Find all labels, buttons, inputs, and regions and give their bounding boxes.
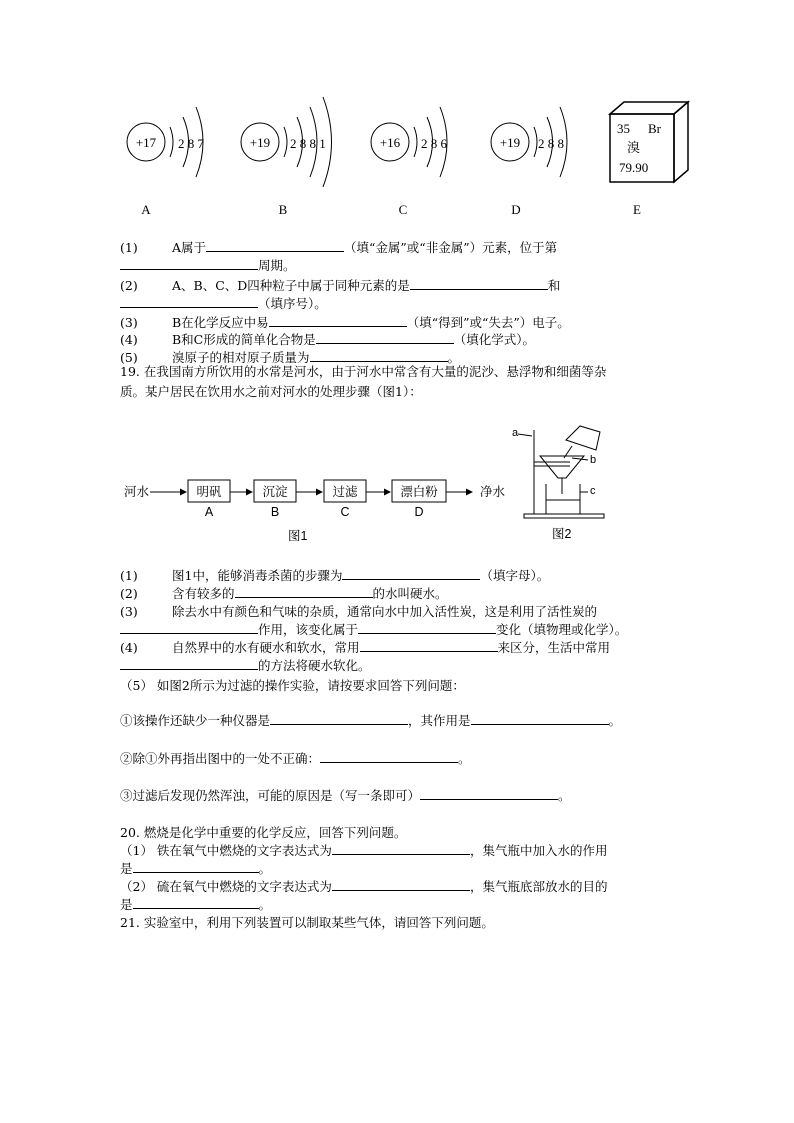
q18-1-text-a: A属于 — [172, 240, 207, 255]
q19-sub3 — [120, 786, 571, 804]
q20-intro-text: 20. 燃烧是化学中重要的化学反应，回答下列问题。 — [120, 825, 407, 840]
q19-sub2-text-a: ②除①外再指出图中的一处不正确： — [120, 751, 321, 766]
q19-line2 — [120, 584, 448, 602]
answer-blank[interactable] — [332, 878, 470, 891]
figure-1-caption: 图1 — [288, 529, 308, 543]
atom-d-nucleus: +19 — [499, 135, 521, 150]
q19-sub1-text-a: ①该操作还缺少一种仪器是 — [120, 713, 271, 728]
q20-1-text-c: 是 — [120, 861, 133, 876]
q18-2-text-c: （填序号）。 — [258, 296, 327, 311]
element-card-label: E — [633, 202, 641, 217]
answer-blank[interactable] — [316, 331, 454, 344]
q20-1-text-d: 。 — [258, 861, 272, 876]
q18-line2-cont — [120, 294, 327, 312]
q19-sub3-text-a: ③过滤后发现仍然浑浊，可能的原因是（写一条即可） — [120, 788, 421, 803]
q19-line1 — [120, 566, 549, 584]
answer-blank[interactable] — [270, 712, 408, 725]
q18-4-text-a: B和C形成的简单化合物是 — [172, 332, 316, 347]
q18-2-num: (2) — [120, 278, 138, 293]
atom-d-diagram — [491, 107, 567, 217]
atom-b-shells: 2 8 8 1 — [290, 136, 326, 151]
q18-5-num: (5) — [120, 350, 138, 365]
element-card-bromine — [610, 102, 688, 217]
q18-4-num: (4) — [120, 332, 138, 347]
flow-step-c-letter: C — [340, 505, 350, 519]
q18-3-num: (3) — [120, 315, 138, 330]
q19-line3-cont — [120, 620, 627, 638]
q20-2-text-a: （2） 硫在氧气中燃烧的文字表达式为 — [120, 879, 332, 894]
q18-line2 — [120, 276, 560, 294]
q18-2-text-b: 和 — [547, 278, 561, 293]
q18-3-text-b: （填“得到”或“失去”）电子。 — [406, 315, 570, 330]
atom-d-shells: 2 8 8 — [538, 136, 564, 151]
q19-sub1-text-b: ，其作用是 — [408, 713, 471, 728]
flow-step-b-letter: B — [270, 505, 280, 519]
q18-3-text-a: B在化学反应中易 — [172, 315, 269, 330]
q19-sub2-text-b: 。 — [458, 751, 471, 766]
q19-intro — [120, 362, 680, 402]
q20-line1 — [120, 841, 607, 859]
answer-blank[interactable] — [120, 295, 258, 308]
atom-b-diagram — [241, 97, 332, 217]
atom-c-shells: 2 8 6 — [421, 136, 447, 151]
atom-a-shells: 2 8 7 — [178, 136, 204, 151]
q19-5-text: （5） 如图2所示为过滤的操作实验，请按要求回答下列问题： — [120, 678, 465, 693]
q19-2-text-a: 含有较多的 — [172, 586, 235, 601]
atom-b-nucleus: +19 — [249, 135, 271, 150]
q19-line4-cont — [120, 656, 371, 674]
q20-intro — [120, 823, 406, 841]
q18-line3 — [120, 313, 570, 331]
element-number: 35 — [617, 121, 630, 136]
answer-blank[interactable] — [120, 257, 258, 270]
q18-line4 — [120, 330, 535, 348]
atom-c-nucleus: +16 — [379, 135, 401, 150]
q19-sub1 — [120, 711, 621, 729]
flow-step-b: 沉淀 — [262, 485, 288, 499]
q19-3-text-c: 变化（填物理或化学）。 — [496, 622, 628, 637]
flow-step-a-letter: A — [204, 505, 214, 519]
q19-line3 — [120, 602, 597, 620]
q18-line1-cont — [120, 256, 296, 274]
q18-4-text-b: （填化学式）。 — [453, 332, 536, 347]
answer-blank[interactable] — [471, 712, 609, 725]
q20-1-text-a: （1） 铁在氧气中燃烧的文字表达式为 — [120, 843, 332, 858]
q18-1-text-b: （填“金属”或“非金属”）元素，位于第 — [344, 240, 558, 255]
atom-a-diagram — [127, 107, 205, 217]
q18-5-text-a: 溴原子的相对原子质量为 — [172, 350, 310, 365]
q19-2-num: (2) — [120, 586, 138, 601]
q19-2-text-b: 的水叫硬水。 — [372, 586, 448, 601]
answer-blank[interactable] — [235, 585, 373, 598]
q20-2-text-b: ，集气瓶底部放水的目的 — [469, 879, 608, 894]
answer-blank[interactable] — [410, 277, 548, 290]
q20-1-text-b: ，集气瓶中加入水的作用 — [469, 843, 608, 858]
figure-2-caption: 图2 — [552, 527, 572, 541]
q19-sub2 — [120, 749, 471, 767]
atom-c-label: C — [398, 202, 408, 217]
answer-blank[interactable] — [310, 349, 448, 362]
q21-intro — [120, 913, 494, 931]
atom-d-label: D — [511, 202, 521, 217]
q19-sub3-text-b: 。 — [558, 788, 571, 803]
q19-1-text-a: 图1中，能够消毒杀菌的步骤为 — [172, 568, 343, 583]
q19-3-text-a: 除去水中有颜色和气味的杂质，通常向水中加入活性炭，这是利用了活性炭的 — [172, 604, 598, 619]
atom-a-label: A — [141, 202, 151, 217]
fig2-label-a: a — [512, 427, 519, 439]
q19-3-text-b: 作用，该变化属于 — [258, 622, 359, 637]
answer-blank[interactable] — [206, 239, 344, 252]
flow-step-a: 明矾 — [196, 485, 222, 499]
fig2-label-b: b — [590, 454, 597, 466]
answer-blank[interactable] — [133, 860, 259, 873]
q18-1-num: (1) — [120, 240, 138, 255]
element-name: 溴 — [627, 140, 641, 155]
q20-line1-cont — [120, 859, 271, 877]
q19-intro-line1: 19. 在我国南方所饮用的水常是河水，由于河水中常含有大量的泥沙、悬浮物和细菌等杂 — [120, 364, 607, 379]
atom-structure-diagrams — [110, 92, 710, 217]
element-mass: 79.90 — [619, 160, 649, 175]
q19-1-text-b: （填字母）。 — [480, 568, 550, 583]
q20-2-text-d: 。 — [258, 897, 272, 912]
flow-step-d-letter: D — [414, 505, 424, 519]
answer-blank[interactable] — [120, 657, 258, 670]
answer-blank[interactable] — [120, 621, 258, 634]
q19-4-num: (4) — [120, 640, 138, 655]
flow-end: 净水 — [480, 485, 506, 499]
answer-blank[interactable] — [360, 639, 498, 652]
q18-1-text-c: 周期。 — [258, 258, 296, 273]
element-symbol: Br — [648, 121, 661, 136]
q18-line1 — [120, 238, 557, 256]
q21-intro-text: 21. 实验室中，利用下列装置可以制取某些气体，请回答下列问题。 — [120, 915, 494, 930]
q20-2-text-c: 是 — [120, 897, 133, 912]
answer-blank[interactable] — [133, 896, 259, 909]
answer-blank[interactable] — [342, 567, 480, 580]
q20-line2-cont — [120, 895, 271, 913]
q20-line2 — [120, 877, 607, 895]
q19-4-text-a: 自然界中的水有硬水和软水，常用 — [172, 640, 360, 655]
q19-line4 — [120, 638, 610, 656]
q19-4-text-c: 的方法将硬水软化。 — [258, 658, 371, 673]
atom-b-label: B — [278, 202, 288, 217]
atom-a-nucleus: +17 — [135, 135, 157, 150]
flow-start: 河水 — [124, 485, 150, 499]
q18-2-text-a: A、B、C、D四种粒子中属于同种元素的是 — [172, 278, 410, 293]
fig2-label-c: c — [590, 485, 596, 497]
atom-c-diagram — [371, 107, 448, 217]
q19-line5 — [120, 676, 465, 694]
flow-step-d: 漂白粉 — [400, 485, 438, 499]
q18-5-text-b: 。 — [447, 350, 461, 365]
q19-sub1-text-c: 。 — [608, 713, 622, 728]
q19-3-num: (3) — [120, 604, 138, 619]
answer-blank[interactable] — [320, 750, 458, 763]
flow-step-c: 过滤 — [332, 485, 358, 499]
q19-1-num: (1) — [120, 568, 138, 583]
water-treatment-figures — [120, 418, 640, 548]
answer-blank[interactable] — [420, 787, 558, 800]
answer-blank[interactable] — [332, 842, 470, 855]
answer-blank[interactable] — [269, 314, 407, 327]
q19-intro-line2: 质。某户居民在饮用水之前对河水的处理步骤（图1）： — [120, 384, 422, 399]
answer-blank[interactable] — [358, 621, 496, 634]
q19-4-text-b: 来区分，生活中常用 — [497, 640, 611, 655]
filtration-apparatus — [524, 426, 604, 518]
